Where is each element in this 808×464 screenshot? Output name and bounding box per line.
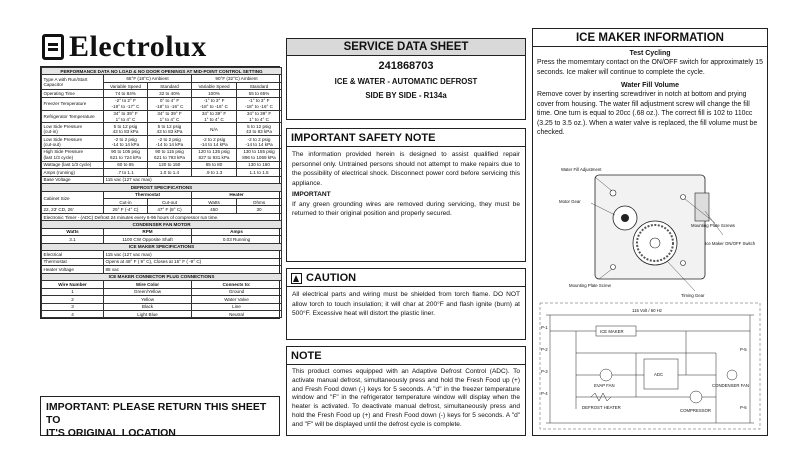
plate-screw-1 (681, 195, 686, 200)
perf-row-label: High Side Pressure (last 1/3 cycle) (42, 148, 104, 161)
electrolux-logo-icon (42, 34, 64, 60)
perf-row-value: 65 to 80 (192, 161, 237, 168)
plug-row (42, 303, 282, 310)
water-fill-screw (610, 190, 616, 196)
note-body: This product comes equipped with an Adaptive Defrost Control (ADC). To activate manual defrost, simultaneously press and hold the Fresh Food up (+) and Fresh Food down (-) keys for 5 seconds. A "d" in the freezer temperature window and "F" in the refrigerator temperature window will display when the heater is activated. To deactivate manual defrost, simultaneously press and hold the Fresh Food up (+) and Fresh Food down (-) keys for 5 seconds. A "d" and "F" will be displayed until the defrost cycle is complete. (292, 368, 520, 428)
base-voltage-value: 115 vac (127 vac max) (104, 176, 282, 183)
ice-maker-spec-title: ICE MAKER SPECIFICATIONS (42, 243, 282, 250)
left-column (40, 28, 280, 440)
plug-cell: 1 (42, 288, 104, 295)
defrost-title: DEFROST SPECIFICATIONS (42, 184, 282, 191)
caution-header (287, 269, 525, 287)
cut-in-header: Cut-in (104, 198, 148, 205)
thermostat-label: Thermostat (42, 258, 104, 265)
cut-in-value: 25° F (-4° C) (104, 206, 148, 213)
service-data-header (286, 38, 526, 120)
perf-row-value: -2 to 2 psig -14 to 14 kPa (237, 136, 282, 149)
plug-cell: 3 (42, 303, 104, 310)
perf-row-value: .9 to 1.3 (192, 169, 237, 176)
plug-cell: Ground (192, 288, 282, 295)
perf-row-value: 55 to 65% (237, 90, 282, 97)
ohms-header: Ohms (237, 198, 282, 205)
ice-maker-info-panel (532, 28, 768, 436)
wiring-compressor: COMPRESSOR (680, 408, 712, 413)
safety-body: The information provided herein is designed to assist qualified repair personnel only. Untrained persons should not attempt to make repairs due to the possibility of electrical shock. Disconnect power cord before servicing this appliance. (292, 151, 520, 187)
plug-cell: Water Valve (192, 296, 282, 303)
fan-title: CONDENSER FAN MOTOR (42, 221, 282, 228)
perf-row-value: 5 to 12 psig 43 to 83 kPa (104, 123, 148, 136)
wiring-ice-maker: ICE MAKER (600, 329, 624, 334)
thermostat-value: Opens at 48° F ( 9° C), Closes at 15° F ( -9° C) (104, 258, 282, 265)
wiring-evap-fan: EVAP FAN (594, 383, 615, 388)
timer-note: Electronic Timer - (ADC) Defrost 24 minutes every 6-96 hours of compressor run time. (42, 213, 282, 220)
type-label: Type A with Run/Start Capacitor (42, 75, 104, 90)
ice-maker-diagram (555, 163, 756, 303)
wiring-diagram (536, 299, 764, 433)
plug-row (42, 288, 282, 295)
base-voltage-label: Base Voltage (42, 176, 104, 183)
heater-ohms-value: 30 (237, 206, 282, 213)
perf-row-label: Freezer Temperature (42, 97, 104, 110)
performance-table (41, 67, 282, 318)
perf-row-value: 120 to 135 psig 827 to 931 kPa (192, 148, 237, 161)
perf-row-value: N/A (192, 123, 237, 136)
thermostat-header: Thermostat (104, 191, 192, 198)
safety-note-box (286, 128, 526, 262)
perf-row-label: Wattage (last 1/3 cycle) (42, 161, 104, 168)
perf-row-label: Amps (running) (42, 169, 104, 176)
caution-body: All electrical parts and wiring must be shielded from torch flame. DO NOT allow torch to touch insulation; it will char at 200°F and flash ignite (burn) at 500°F. Excessive heat will distort the plastic liner. (292, 291, 520, 318)
plate-screw-2 (681, 261, 686, 266)
label-mounting-plate-screw: Mounting Plate Screw (569, 283, 611, 288)
standard-65: Standard (148, 82, 192, 89)
plug-cell: 2 (42, 296, 104, 303)
note-box (286, 346, 526, 436)
perf-row-value: 5 to 12 psig 43 to 83 kPa (148, 123, 192, 136)
perf-row (42, 148, 282, 161)
test-cycling-title: Test Cycling (629, 50, 671, 57)
electrical-label: Electrical (42, 251, 104, 258)
service-number: 241868703 (378, 60, 434, 72)
perf-row-value: 74 to 84% (104, 90, 148, 97)
safety-title: IMPORTANT SAFETY NOTE (287, 129, 525, 147)
plug-cell: Line (192, 303, 282, 310)
cabinet-size-value: 22, 23' CD, 26' (42, 206, 104, 213)
perf-row-value: 5 to 12 psig 43 to 83 kPa (237, 123, 282, 136)
perf-row (42, 97, 282, 110)
perf-row-value: 1.1 to 1.5 (237, 169, 282, 176)
performance-table-wrapper (40, 66, 280, 319)
perf-row-value: -1° to 3° F -18° to -16° C (237, 97, 282, 110)
plug-cell: Yellow (104, 296, 192, 303)
safety-important-label: IMPORTANT (292, 191, 331, 199)
plug-row (42, 311, 282, 318)
heater-voltage-value: 85 vac (104, 266, 282, 273)
label-motor-gear: Motor Gear (559, 199, 581, 204)
plug-header-wire-number: Wire Number (42, 281, 104, 288)
cut-out-value: 47° F (8° C) (148, 206, 192, 213)
perf-row-value: 0° to 4° F -18° to -16° C (148, 97, 192, 110)
warning-icon (291, 273, 302, 284)
label-water-fill: Water Fill Adjustment (561, 167, 602, 172)
perf-title: PERFORMANCE DATA NO LOAD & NO DOOR OPENINGS AT MID-POINT CONTROL SETTING (42, 68, 282, 75)
ice-info-title: ICE MAKER INFORMATION (533, 29, 767, 47)
label-timing-gear: Timing Gear (681, 293, 705, 298)
wiring-adc: ADC (654, 372, 664, 377)
perf-row-value: 34° to 39° F 1° to 4° C (148, 110, 192, 123)
perf-row-value: 34° to 39° F 1° to 4° C (104, 110, 148, 123)
perf-row-value: -2 to 2 psig -14 to 14 kPa (148, 136, 192, 149)
compressor-symbol (690, 391, 702, 403)
perf-row-value: 34° to 39° F 1° to 4° C (192, 110, 237, 123)
perf-row (42, 136, 282, 149)
wiring-defrost-heater: DEFROST HEATER (582, 405, 621, 410)
plug-header-connects-to: Connects to: (192, 281, 282, 288)
perf-row-value: .7 to 1.1 (104, 169, 148, 176)
plug-cell: Green/Yellow (104, 288, 192, 295)
variable-speed-65: Variable Speed (104, 82, 148, 89)
perf-row-value: 60 to 65 (104, 161, 148, 168)
wiring-condenser-fan: CONDENSER FAN (712, 383, 750, 388)
service-line1: ICE & WATER - AUTOMATIC DEFROST (334, 77, 478, 86)
plug-header-wire-color: Wire Color (104, 281, 192, 288)
ambient-90: 90°F (32°C) Ambient (192, 75, 282, 82)
fan-watts-value: 3.1 (42, 236, 104, 243)
variable-speed-90: Variable Speed (192, 82, 237, 89)
water-fill-body: Remove cover by inserting screwdriver in notch at bottom and prying cover from housing. The water fill adjustment screw will change the fill time. One turn is equal to 20cc (.68 oz.). The correct fill is 102 to 110cc (3.25 to 3.5 oz.). When a water valve is replaced, the fill volume must be checked. (537, 91, 758, 137)
motor-gear-hub (621, 214, 629, 222)
plug-cell: Neutral (192, 311, 282, 318)
fan-header-rpm: RPM (104, 228, 192, 235)
brand-name: Electrolux (69, 30, 207, 63)
brand-logo (40, 28, 280, 66)
return-notice-line1: IMPORTANT: PLEASE RETURN THIS SHEET TO (46, 401, 267, 427)
perf-row-value: -2 to 2 psig -14 to 14 kPa (104, 136, 148, 149)
wiring-p4: P-4 (541, 391, 548, 396)
on-off-switch-shape (695, 193, 709, 221)
ambient-65: 65°F (18°C) Ambient (104, 75, 192, 82)
wiring-p5: P-5 (740, 347, 747, 352)
perf-row (42, 110, 282, 123)
middle-column (286, 28, 526, 436)
perf-row-value: 100% (192, 90, 237, 97)
watts-header: Watts (192, 198, 237, 205)
perf-row-label: Operating Time (42, 90, 104, 97)
perf-row (42, 161, 282, 168)
wiring-p2: P-2 (541, 347, 548, 352)
perf-row-value: 120 to 150 (148, 161, 192, 168)
safety-important-body: If any green grounding wires are removed during servicing, they must be returned to their original position and properly secured. (292, 200, 520, 218)
wiring-p1: P-1 (541, 325, 548, 330)
caution-title: CAUTION (306, 272, 357, 284)
plate-screw-3 (611, 265, 616, 270)
fan-amps-value: 0.03 Running (192, 236, 282, 243)
perf-row-value: 34° to 39° F 1° to 4° C (237, 110, 282, 123)
condenser-fan-symbol (727, 370, 737, 380)
perf-row (42, 123, 282, 136)
perf-row (42, 90, 282, 97)
return-notice (40, 396, 280, 440)
standard-90: Standard (237, 82, 282, 89)
timing-gear-hub (650, 238, 660, 248)
test-cycling-body: Press the momemtary contact on the ON/OFF switch for approximately 15 seconds. Ice maker will continue to complete the cycle. (537, 59, 763, 76)
heater-header: Heater (192, 191, 282, 198)
plug-cell: 4 (42, 311, 104, 318)
cut-out-header: Cut-out (148, 198, 192, 205)
plug-row (42, 296, 282, 303)
label-on-off-switch: Ice Maker ON/OFF Switch (705, 241, 756, 246)
electrical-value: 115 vac (127 vac max) (104, 251, 282, 258)
caution-box (286, 268, 526, 340)
perf-row-value: -2° to 2° F -19° to -17° C (104, 97, 148, 110)
water-fill-title: Water Fill Volume (621, 82, 679, 90)
fan-header-watts: Watts (42, 228, 104, 235)
safety-body-wrap (287, 147, 525, 222)
return-notice-line2: IT'S ORIGINAL LOCATION (46, 427, 176, 440)
fan-rpm-value: 1100 CW Opposite Shaft (104, 236, 192, 243)
perf-row-value: 130 to 155 psig 896 to 1069 kPa (237, 148, 282, 161)
heater-watts-value: 450 (192, 206, 237, 213)
perf-row-value: -2 to 2 psig -14 to 14 kPa (192, 136, 237, 149)
heater-voltage-label: Heater Voltage (42, 266, 104, 273)
evap-fan-symbol (600, 369, 612, 381)
perf-row-value: 90 to 105 psig 621 to 724 kPa (104, 148, 148, 161)
perf-row-label: Low Side Pressure (cut-in) (42, 123, 104, 136)
plug-title: ICE MAKER CONNECTOR PLUG CONNECTIONS (42, 273, 282, 280)
perf-row-label: Low Side Pressure (cut-out) (42, 136, 104, 149)
wiring-voltage-label: 115 Volt / 60 Hz (632, 308, 663, 313)
plug-cell: Light Blue (104, 311, 192, 318)
perf-row-value: 1.0 to 1.4 (148, 169, 192, 176)
wiring-p3: P-3 (541, 369, 548, 374)
perf-row-label: Refrigerator Temperature (42, 110, 104, 123)
service-title: SERVICE DATA SHEET (287, 39, 525, 56)
fan-header-amps: Amps (192, 228, 282, 235)
service-line2: SIDE BY SIDE - R134a (365, 91, 447, 100)
perf-row-value: 32 to 40% (148, 90, 192, 97)
wiring-p6: P-6 (740, 405, 747, 410)
note-title: NOTE (287, 347, 525, 365)
perf-row-value: 90 to 115 psig 621 to 793 kPa (148, 148, 192, 161)
perf-row-value: -1° to 3° F -18° to -16° C (192, 97, 237, 110)
cabinet-size-label: Cabinet Size (42, 191, 104, 206)
plug-cell: Black (104, 303, 192, 310)
perf-row (42, 169, 282, 176)
label-mounting-plate-screws: Mounting Plate Screws (691, 223, 735, 228)
service-sheet (40, 28, 768, 440)
perf-row-value: 130 to 160 (237, 161, 282, 168)
